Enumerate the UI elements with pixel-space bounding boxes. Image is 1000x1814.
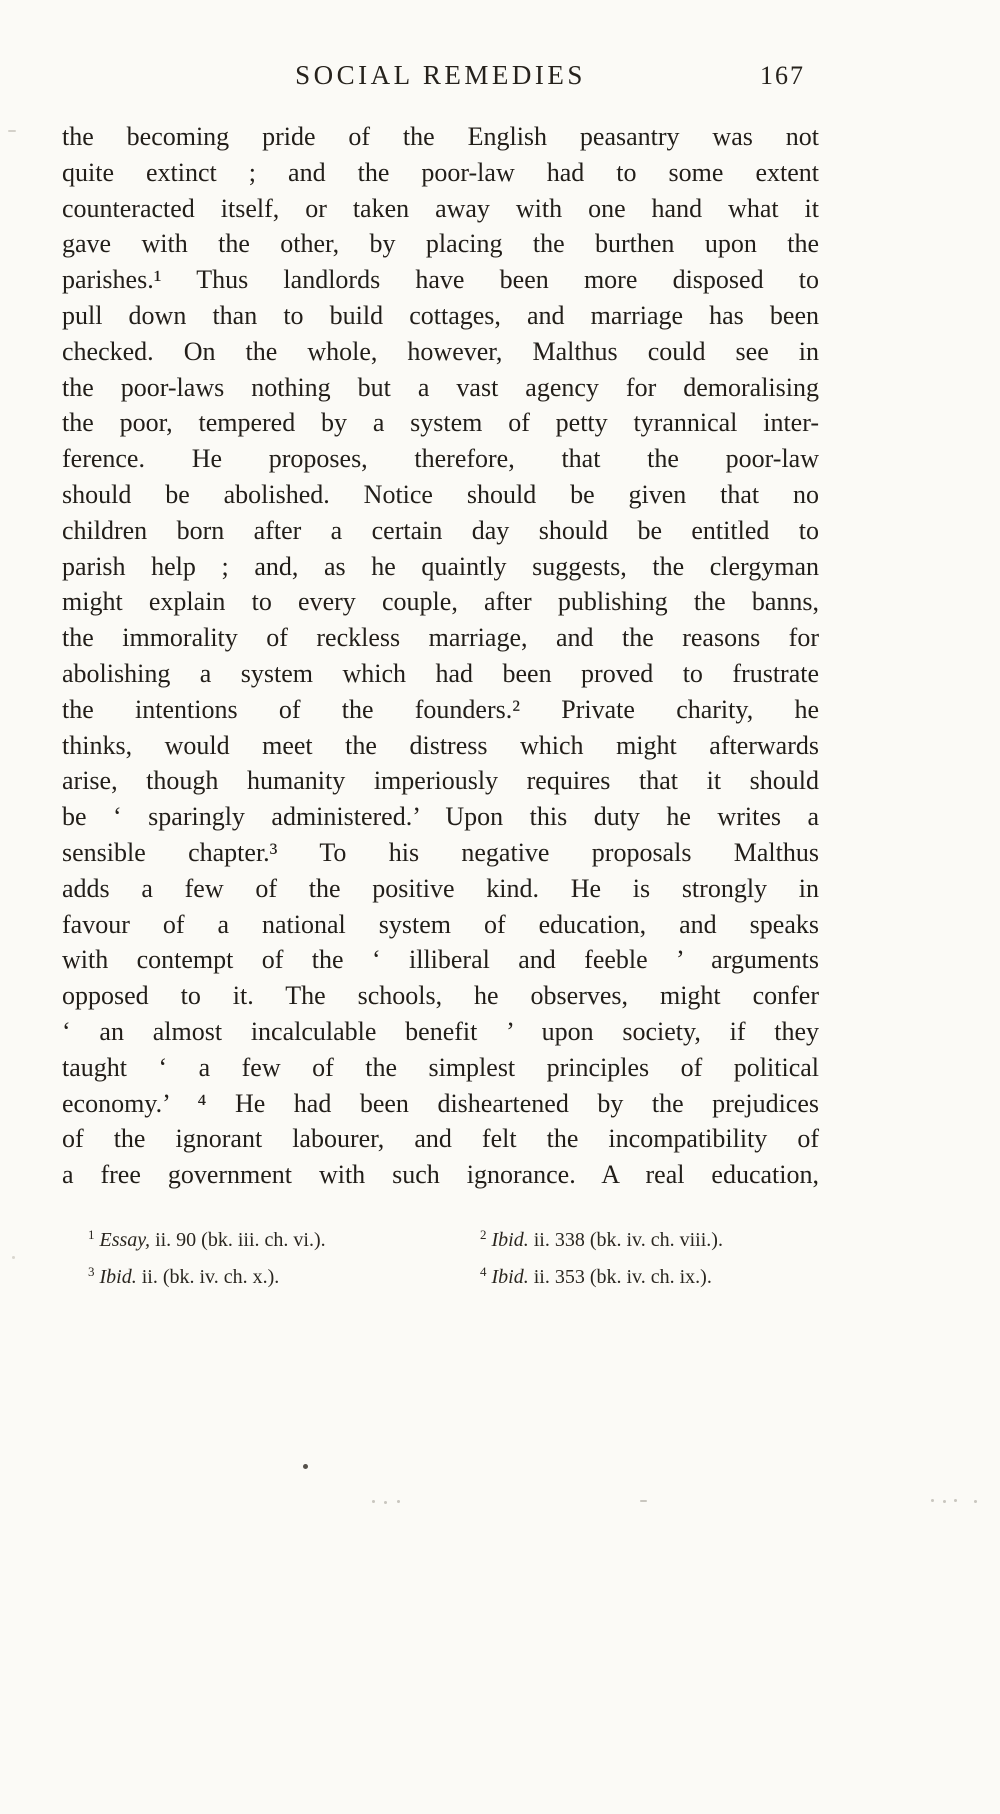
page-number: 167 (760, 61, 805, 90)
scan-artifact-dot (303, 1464, 308, 1469)
text-line: the becoming pride of the English peasantry was not (62, 122, 819, 151)
footnote-3 (62, 1259, 480, 1296)
footnote-text: ii. 338 (bk. iv. ch. viii.). (528, 1229, 723, 1251)
footnote-marker: 4 (480, 1264, 487, 1279)
scan-artifact-dot (12, 1256, 15, 1259)
text-line: checked. On the whole, however, Malthus could see in (62, 336, 819, 366)
text-line: children born after a certain day should be entitled to (62, 515, 819, 545)
text-line: counteracted itself, or taken away with one hand what it (62, 193, 819, 223)
footnote-cite: Ibid. (491, 1229, 529, 1251)
body-text (62, 119, 819, 1193)
text-line: ference. He proposes, therefore, that the poor-law (62, 444, 819, 474)
footnote-2 (480, 1222, 819, 1259)
scan-artifact-dot (974, 1500, 977, 1503)
scan-artifact-dot (384, 1501, 387, 1504)
text-line: adds a few of the positive kind. He is strongly in (62, 873, 819, 903)
text-line: the immorality of reckless marriage, and the reasons for (62, 623, 819, 653)
text-line: the poor, tempered by a system of petty tyrannical inter- (62, 408, 819, 438)
text-line: gave with the other, by placing the burthen upon the (62, 229, 819, 259)
text-line: thinks, would meet the distress which might afterwards (62, 730, 819, 760)
scan-artifact-dot (397, 1500, 400, 1503)
text-line: abolishing a system which had been proved to frustrate (62, 658, 819, 688)
text-line: of the ignorant labourer, and felt the incompatibility of (62, 1124, 819, 1154)
text-line: sensible chapter.³ To his negative proposals Malthus (62, 837, 819, 867)
text-line: arise, though humanity imperiously requires that it should (62, 766, 819, 796)
footnote-cite: Essay, (99, 1229, 151, 1251)
running-header (62, 60, 819, 96)
text-line: be ‘ sparingly administered.’ Upon this duty he writes a (62, 802, 819, 832)
text-line: taught ‘ a few of the simplest principles of political (62, 1052, 819, 1082)
scan-artifact-dot (372, 1500, 375, 1503)
text-line: might explain to every couple, after publishing the banns, (62, 587, 819, 617)
text-line: favour of a national system of education, and speaks (62, 909, 819, 939)
footnote-cite: Ibid. (99, 1266, 137, 1288)
text-line: opposed to it. The schools, he observes, might confer (62, 981, 819, 1011)
footnote-text: ii. 90 (bk. iii. ch. vi.). (150, 1229, 326, 1251)
text-line: ‘ an almost incalculable benefit ’ upon society, if they (62, 1016, 819, 1046)
text-line: a free government with such ignorance. A real education, (62, 1160, 819, 1190)
text-line: parish help ; and, as he quaintly suggests, the clergyman (62, 551, 819, 581)
footnote-marker: 2 (480, 1227, 487, 1242)
text-line: economy.’ ⁴ He had been disheartened by the prejudices (62, 1088, 819, 1118)
text-line: should be abolished. Notice should be given that no (62, 479, 819, 509)
footnotes (62, 1222, 819, 1296)
footnote-cite: Ibid. (491, 1266, 529, 1288)
footnote-text: ii. 353 (bk. iv. ch. ix.). (528, 1266, 712, 1288)
text-line: the poor-laws nothing but a vast agency for demoralising (62, 372, 819, 402)
scan-artifact-dot (943, 1500, 946, 1503)
footnote-4 (480, 1259, 819, 1296)
footnote-text: ii. (bk. iv. ch. x.). (136, 1266, 280, 1288)
scan-artifact-dot (931, 1499, 934, 1502)
text-line: with contempt of the ‘ illiberal and feeble ’ arguments (62, 945, 819, 975)
footnote-marker: 1 (88, 1227, 95, 1242)
text-line: the intentions of the founders.² Private charity, he (62, 694, 819, 724)
text-line: parishes.¹ Thus landlords have been more disposed to (62, 265, 819, 295)
scan-artifact-dot (954, 1499, 957, 1502)
scan-artifact-mark (8, 130, 16, 132)
text-line: quite extinct ; and the poor-law had to some extent (62, 157, 819, 187)
footnote-1 (62, 1222, 480, 1259)
page-title: SOCIAL REMEDIES (295, 60, 586, 90)
text-line: pull down than to build cottages, and marriage has been (62, 300, 819, 330)
scan-artifact-dash (640, 1500, 647, 1502)
footnote-marker: 3 (88, 1264, 95, 1279)
